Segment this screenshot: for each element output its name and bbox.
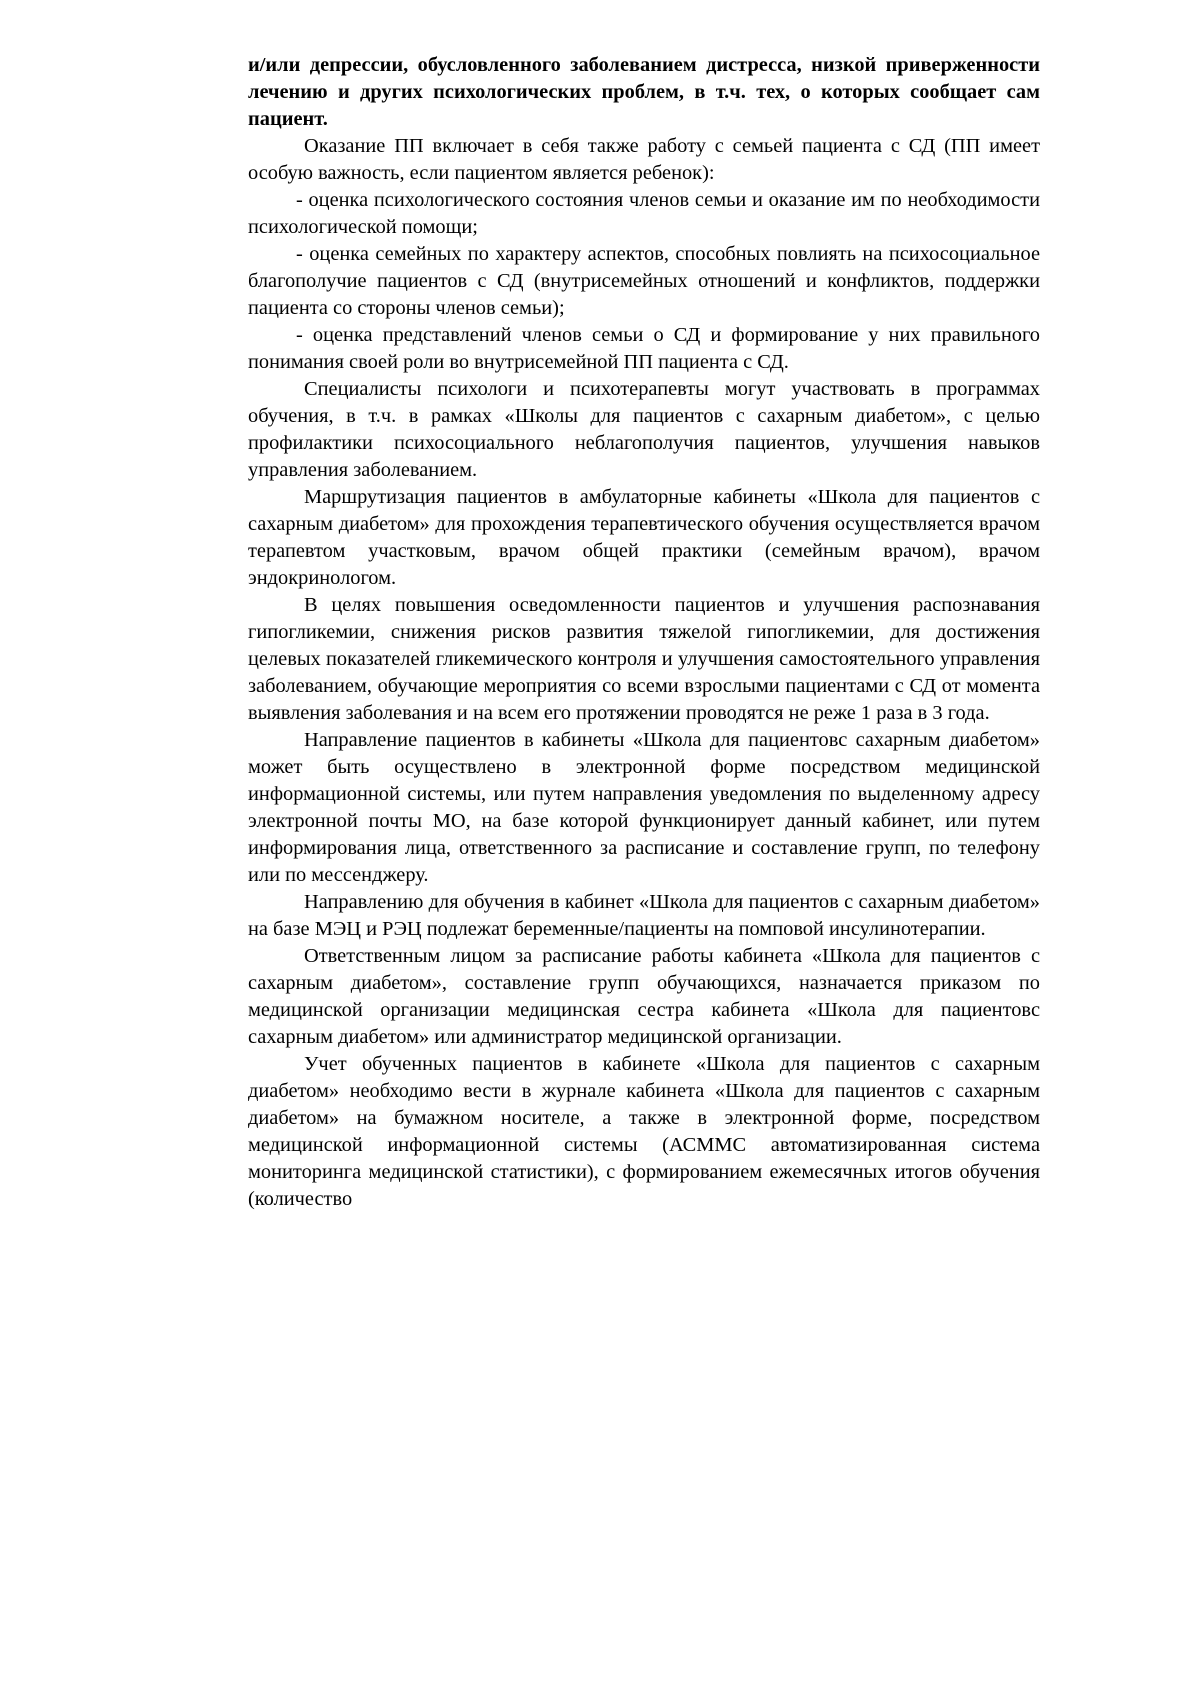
list-item-family-aspects: - оценка семейных по характеру аспектов, способных повлиять на психосоциальное благополучие пациентов с СД (внутрисемейных отношений и конфликтов, поддержки пациента со стороны членов семьи); (248, 243, 1040, 319)
paragraph-psychologists: Специалисты психологи и психотерапевты могут участвовать в программах обучения, в т.ч. в рамках «Школы для пациентов с сахарным диабетом», с целью профилактики психосоциального неблагополучия пациентов, улучшения навыков управления заболеванием. (248, 378, 1040, 481)
paragraph-training-frequency: В целях повышения осведомленности пациентов и улучшения распознавания гипогликемии, снижения рисков развития тяжелой гипогликемии, для достижения целевых показателей гликемического контроля и улучшения самостоятельного управления заболеванием, обучающие мероприятия со всеми взрослыми пациентами с СД от момента выявления заболевания и на всем его протяжении проводятся не реже 1 раза в 3 года. (248, 594, 1040, 724)
list-item-family-understanding: - оценка представлений членов семьи о СД и формирование у них правильного понимания своей роли во внутрисемейной ПП пациента с СД. (248, 324, 1040, 373)
paragraph-accounting: Учет обученных пациентов в кабинете «Школа для пациентов с сахарным диабетом» необходимо вести в журнале кабинета «Школа для пациентов с сахарным диабетом» на бумажном носителе, а также в электронной форме, посредством медицинской информационной системы (АСММС автоматизированная система мониторинга медицинской статистики), с формированием ежемесячных итогов обучения (количество (248, 1053, 1040, 1210)
list-item-family-state: - оценка психологического состояния членов семьи и оказание им по необходимости психологической помощи; (248, 189, 1040, 238)
paragraph-referral-methods: Направление пациентов в кабинеты «Школа для пациентовс сахарным диабетом» может быть осуществлено в электронной форме посредством медицинской информационной системы, или путем направления уведомления по выделенному адресу электронной почты МО, на базе которой функционирует данный кабинет, или путем информирования лица, ответственного за расписание и составление групп, по телефону или по мессенджеру. (248, 729, 1040, 886)
paragraph-routing: Маршрутизация пациентов в амбулаторные кабинеты «Школа для пациентов с сахарным диабетом» для прохождения терапевтического обучения осуществляется врачом терапевтом участковым, врачом общей практики (семейным врачом), врачом эндокринологом. (248, 486, 1040, 589)
paragraph-depression-continuation: и/или депрессии, обусловленного заболеванием дистресса, низкой приверженности лечению и других психологических проблем, в т.ч. тех, о которых сообщает сам пациент. (248, 54, 1040, 130)
paragraph-family-work: Оказание ПП включает в себя также работу с семьей пациента с СД (ПП имеет особую важность, если пациентом является ребенок): (248, 135, 1040, 184)
document-page (248, 52, 1040, 1213)
paragraph-referral-mec-rec: Направлению для обучения в кабинет «Школа для пациентов с сахарным диабетом» на базе МЭЦ и РЭЦ подлежат беременные/пациенты на помповой инсулинотерапии. (248, 891, 1040, 940)
paragraph-responsible-person: Ответственным лицом за расписание работы кабинета «Школа для пациентов с сахарным диабетом», составление групп обучающихся, назначается приказом по медицинской организации медицинская сестра кабинета «Школа для пациентовс сахарным диабетом» или администратор медицинской организации. (248, 945, 1040, 1048)
